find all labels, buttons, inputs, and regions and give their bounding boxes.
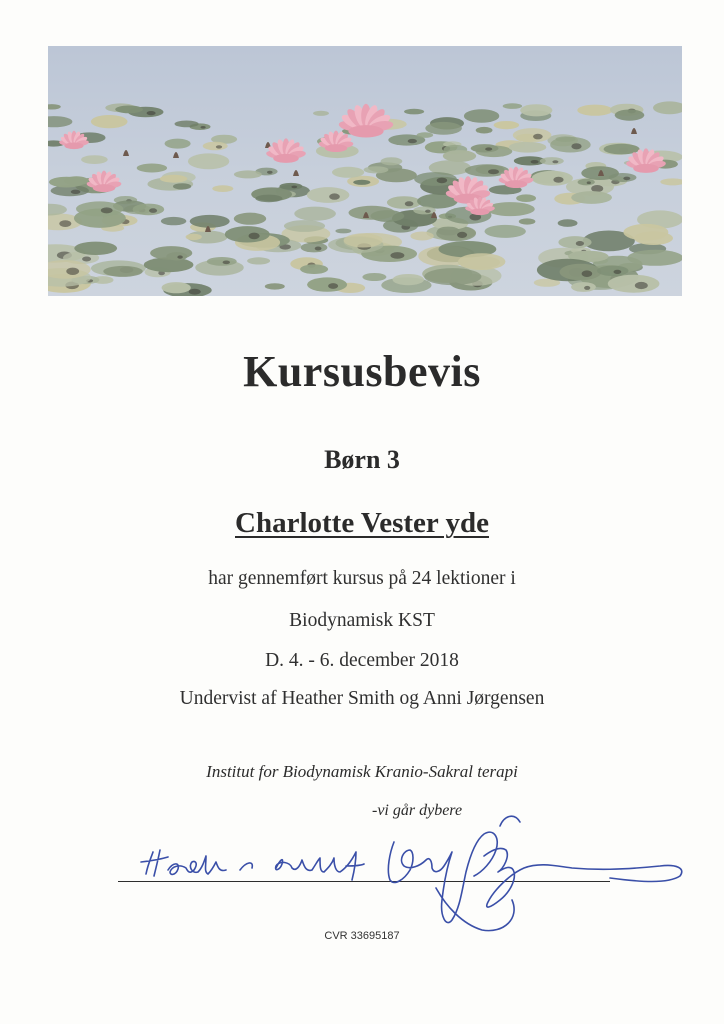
lily-flower-base [325,144,347,152]
signature-anni-jorgensen [388,832,681,922]
lily-pad [558,236,591,248]
lily-pad [186,234,202,240]
lily-pad [74,242,117,255]
lily-pad [190,215,230,228]
lily-pad [443,150,476,162]
lily-pad [556,136,576,142]
lily-pad [437,227,459,236]
lily-pad [364,166,389,173]
lily-pad [353,180,370,185]
lily-pad [300,264,328,274]
lily-pad [265,283,285,289]
lily-pad [49,177,84,188]
lily-pad [623,224,668,241]
pad-shadow [405,201,414,206]
course-dates: D. 4. - 6. december 2018 [265,650,459,671]
pad-shadow [315,247,322,251]
lily-flower-base [273,154,299,163]
lily-pad [571,191,612,204]
pad-shadow [635,282,648,289]
lily-pad [404,109,424,115]
lily-pad [503,103,522,109]
lily-pad [91,115,128,128]
lily-pad [203,142,228,151]
cvr-number: CVR 33695187 [324,930,400,942]
lily-pad [115,106,143,114]
lily-pad [464,109,499,122]
pad-shadow [488,169,499,174]
lily-pad [234,213,266,225]
lily-pad [349,206,396,220]
lily-pad [175,121,199,128]
lily-pad [414,172,457,186]
lily-pad [162,282,191,293]
lily-pad [571,282,596,292]
pad-shadow [457,232,467,238]
institute-name: Institut for Biodynamisk Kranio-Sakral terapi [206,762,518,781]
lily-pad [471,144,499,152]
lily-flower-base [470,208,489,215]
recipient-name-wrapper [0,507,724,540]
lily-pad [313,111,329,116]
completion-text: har gennemført kursus på 24 lektioner i [208,568,516,589]
lily-pad [284,220,325,232]
pad-shadow [552,160,558,163]
lily-pad [410,232,433,241]
lily-pad [597,266,629,276]
pad-shadow [149,208,157,213]
lily-pad [558,219,578,227]
pad-shadow [328,283,338,289]
lily-pad [247,257,270,264]
pad-shadow [485,147,492,150]
pad-shadow [533,134,543,140]
course-subject: Biodynamisk KST [289,610,435,631]
lily-pad [578,179,595,186]
lily-pad [212,185,233,192]
pad-shadow [82,257,91,262]
pad-shadow [147,111,156,115]
signature-line [118,881,610,882]
pad-shadow [531,160,539,164]
lily-pad [516,194,536,202]
lily-pad [608,275,660,293]
lily-flower-base [348,125,383,137]
recipient-name: Charlotte Vester yde [235,507,489,539]
lily-pad [160,175,187,183]
lily-pad [627,250,682,266]
pad-shadow [189,289,201,295]
water-lilies-photo [48,46,682,296]
pad-shadow [216,145,222,148]
pad-shadow [329,193,340,199]
lily-pad [188,153,229,169]
pad-shadow [223,261,230,265]
lily-pad [76,201,123,216]
pad-shadow [66,268,79,275]
pad-shadow [390,252,404,259]
lily-pad [458,253,505,270]
pad-shadow [267,171,273,174]
institute-tagline: -vi går dybere [372,802,463,819]
lily-pad [161,217,186,225]
pad-shadow [425,210,431,213]
lily-pad [307,277,347,291]
pad-shadow [59,220,71,227]
pad-shadow [201,126,206,129]
lily-pad [520,104,552,116]
lily-pad [294,207,336,221]
pad-shadow [584,286,590,290]
lily-pad [362,273,386,281]
pad-shadow [576,241,584,246]
lily-pad [494,121,519,129]
pad-shadow [291,186,297,189]
certificate-title: Kursusbevis [243,347,481,396]
lily-flower-base [64,142,83,149]
pad-shadow [623,177,630,181]
signature-heather-smith [141,850,364,880]
lily-pad [137,164,167,173]
lily-pad [513,128,552,142]
pad-shadow [571,143,581,149]
lily-pad [387,196,421,209]
lily-pad [417,132,433,138]
lily-pad [560,264,602,281]
pad-shadow [437,178,448,184]
lily-pad [307,187,350,203]
lily-pad [344,233,383,247]
lily-pad [279,183,302,190]
lily-pad [476,127,493,134]
pad-shadow [177,255,182,258]
lily-pad [540,157,564,165]
lily-pad [234,170,262,178]
lily-pad [255,195,282,203]
pad-shadow [249,233,260,240]
lily-pad [225,226,270,242]
lily-pad [165,139,191,149]
pad-shadow [614,270,622,274]
lily-pad [81,155,108,164]
lily-pad [485,225,526,238]
lily-pad [413,206,436,214]
pad-shadow [408,139,417,143]
pad-shadow [553,177,563,183]
lily-pad [173,183,191,189]
lily-pad [381,157,403,165]
pad-shadow [587,181,591,184]
course-name: Børn 3 [324,445,400,474]
lily-pad [532,171,573,186]
pad-shadow [582,270,593,277]
pad-shadow [71,190,81,194]
lily-flower-base [505,180,527,188]
lily-pad [424,268,481,285]
lily-pad [425,122,462,135]
lily-pad [335,229,351,234]
lily-flower-base [93,184,115,192]
lily-pad [103,266,142,277]
pad-shadow [101,207,113,213]
lily-pad [166,252,187,260]
lily-pad [577,105,612,116]
teachers-line: Undervist af Heather Smith og Anni Jørgensen [179,688,545,709]
lily-pad [615,110,645,121]
lily-pad [207,257,237,266]
water-lilies-image [48,46,682,296]
lily-pad [509,142,547,153]
lily-pad [519,218,536,224]
lily-pad [301,243,328,253]
lily-pad [332,167,364,178]
lily-flower-base [633,164,659,173]
lily-pad [133,204,165,216]
lily-pad [393,274,425,285]
